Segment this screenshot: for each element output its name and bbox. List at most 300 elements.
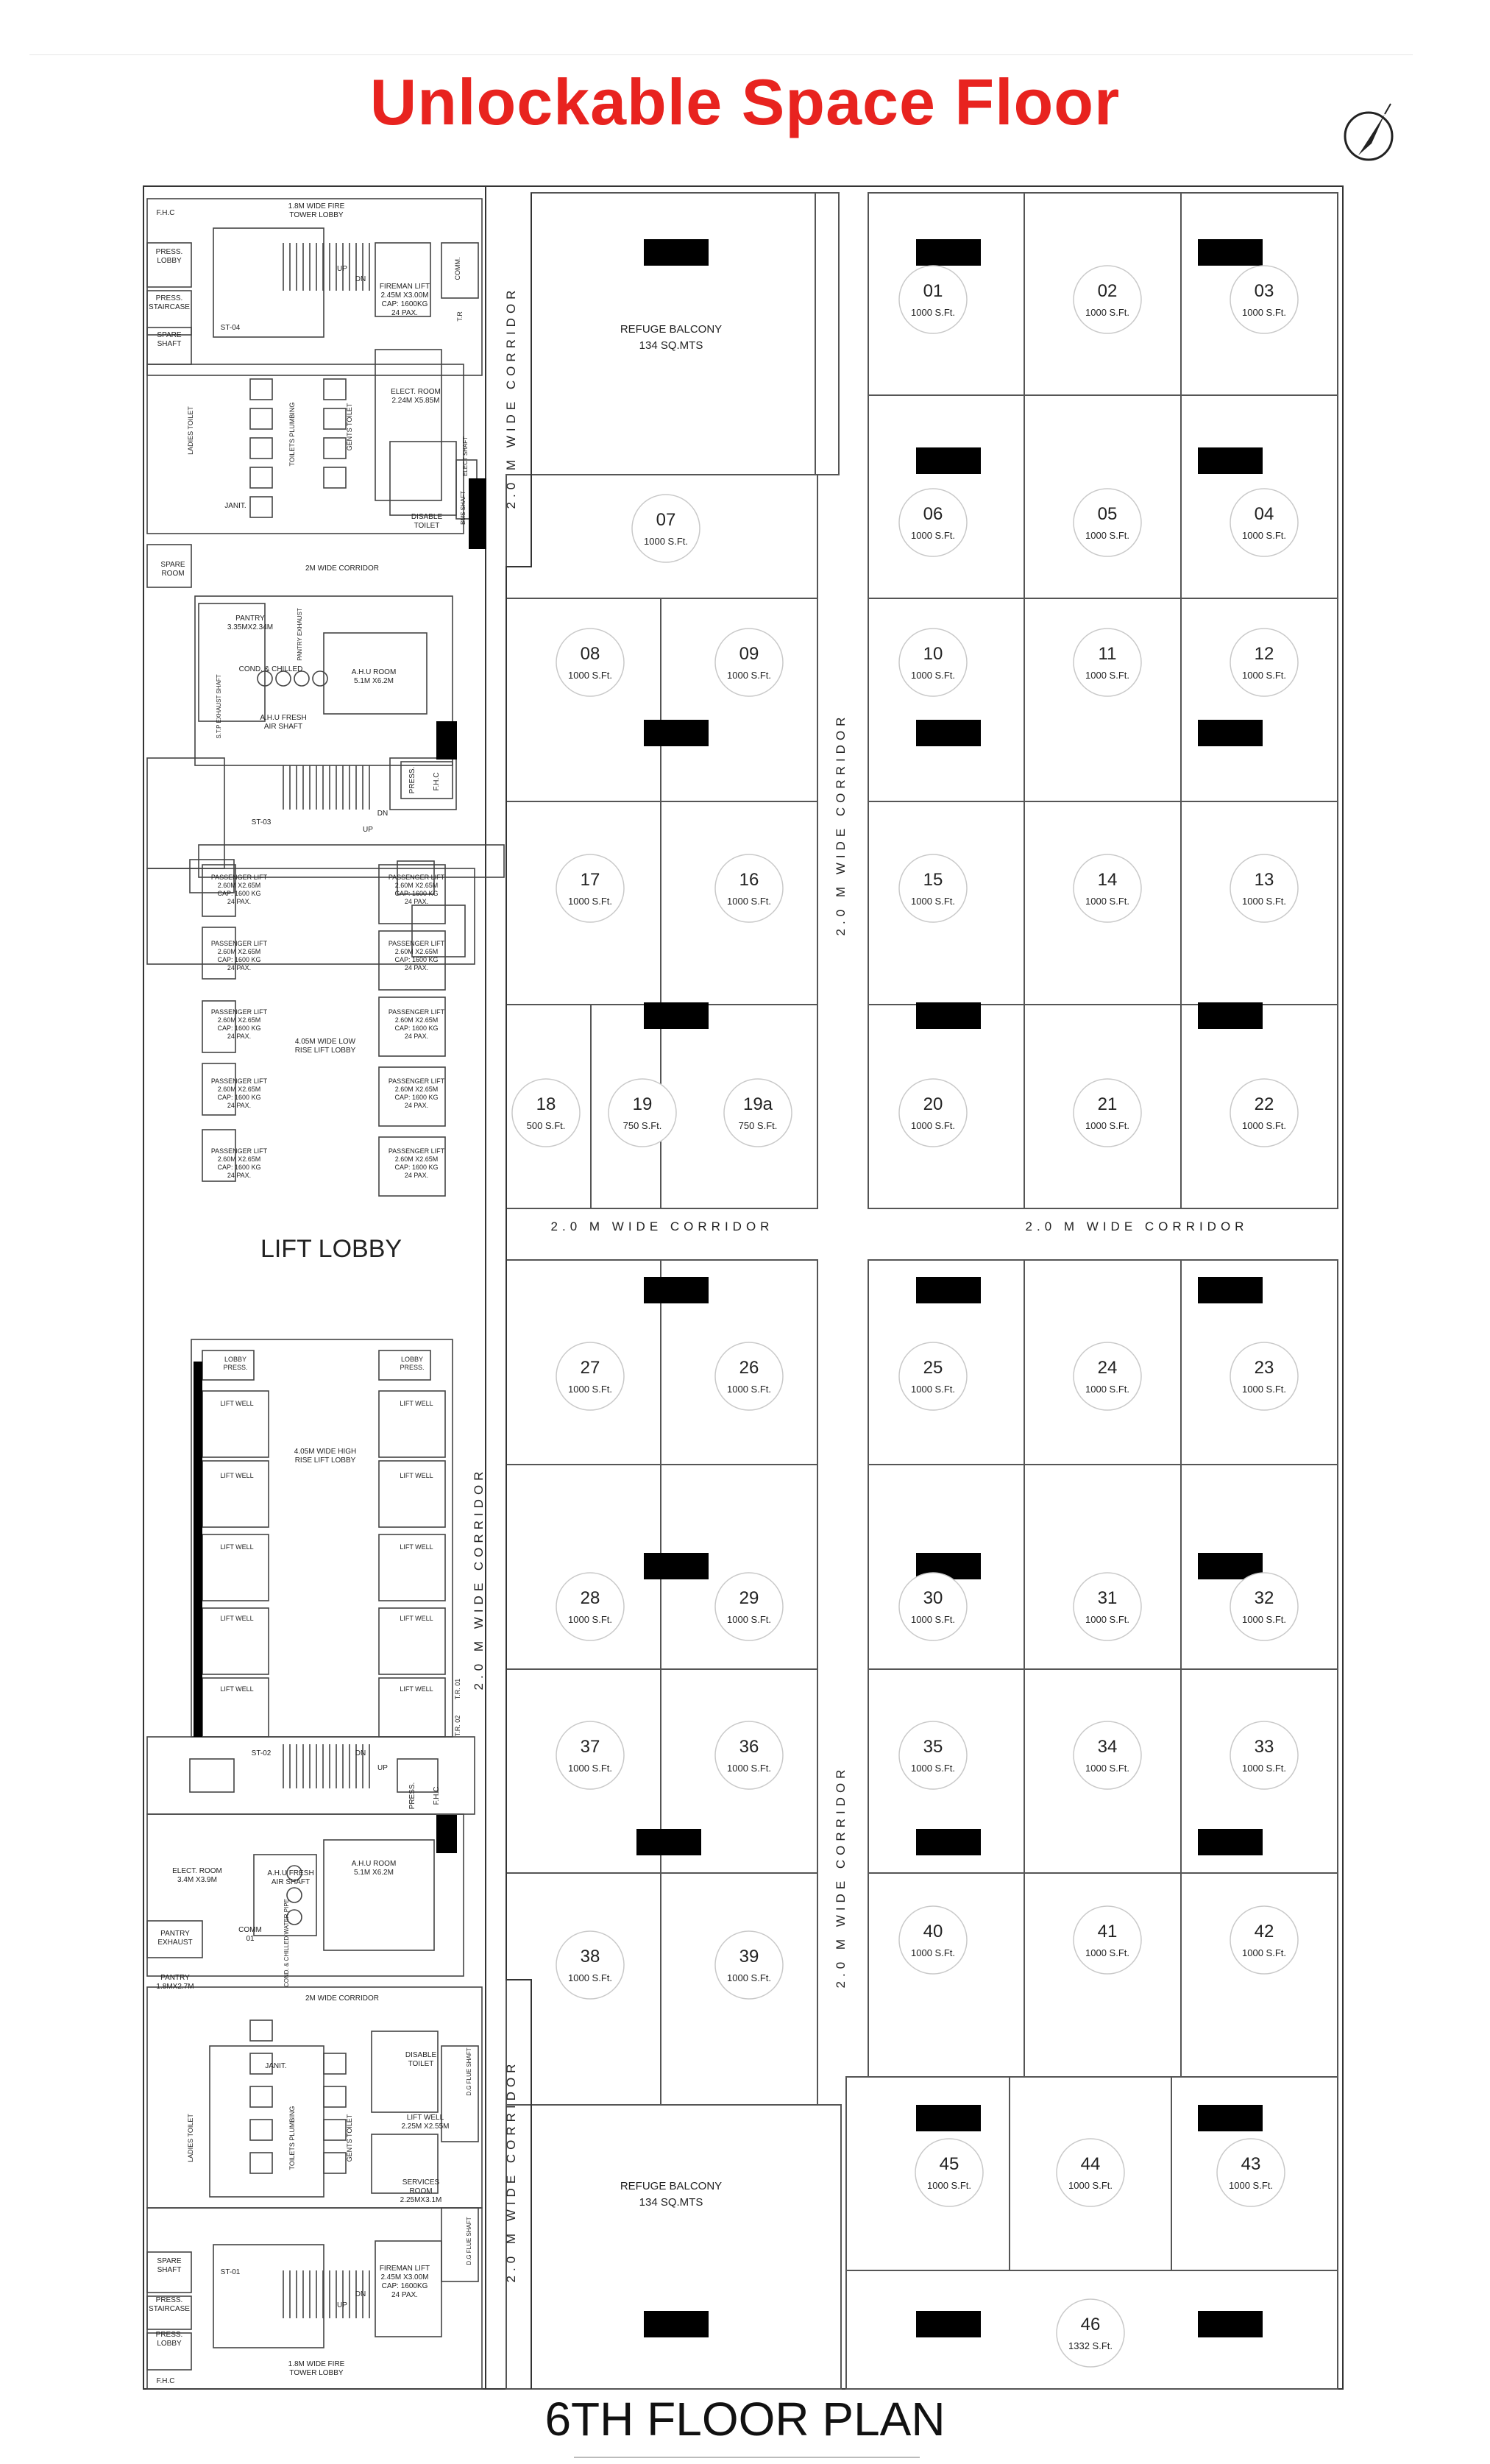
elect-room-label: 2.24M X5.85M bbox=[391, 397, 440, 405]
passenger-lift-label: PASSENGER LIFT bbox=[210, 1147, 268, 1155]
lift-well-label: LIFT WELL bbox=[400, 1685, 433, 1693]
page-title: Unlockable Space Floor bbox=[369, 66, 1121, 138]
lift-well-label: LIFT WELL bbox=[400, 1543, 433, 1551]
fireman-lift-label: FIREMAN LIFT bbox=[379, 2265, 430, 2273]
refuge-balcony-bottom bbox=[506, 2105, 841, 2389]
unit-40[interactable] bbox=[899, 1906, 967, 1974]
lift-well-label: LIFT WELL bbox=[400, 1615, 433, 1622]
press-staircase-label: STAIRCASE bbox=[149, 2305, 190, 2313]
ladies-toilet-label: LADIES TOILET bbox=[187, 406, 194, 455]
pantry-label: 1.8MX2.7M bbox=[156, 1983, 194, 1991]
unit-number: 12 bbox=[1254, 644, 1274, 664]
unit-area: 1000 S.Ft. bbox=[911, 896, 955, 907]
passenger-lift-label: 2.60M X2.65M bbox=[394, 882, 439, 889]
stair-up-label: UP bbox=[337, 265, 347, 273]
passenger-lift-label: 2.60M X2.65M bbox=[217, 948, 261, 955]
refuge-balcony-area: 134 SQ.MTS bbox=[639, 2196, 703, 2209]
gents-toilet-label: GENTS TOILET bbox=[346, 2114, 353, 2162]
toilet-fixture bbox=[324, 2053, 346, 2074]
unit-number: 09 bbox=[739, 644, 759, 664]
press-lobby-label: PRESS. bbox=[155, 2331, 183, 2339]
unit-area: 1332 S.Ft. bbox=[1068, 2340, 1113, 2351]
unit-24[interactable] bbox=[1074, 1342, 1141, 1410]
unit-number: 13 bbox=[1254, 870, 1274, 890]
refuge-balcony-area: 134 SQ.MTS bbox=[639, 339, 703, 352]
press-staircase-label: STAIRCASE bbox=[149, 303, 190, 311]
passenger-lift-label: PASSENGER LIFT bbox=[210, 874, 268, 881]
unit-37[interactable] bbox=[556, 1721, 624, 1789]
corridor-vertical-label: 2.0 M WIDE CORRIDOR bbox=[834, 1765, 848, 1989]
structural-column bbox=[1198, 447, 1263, 474]
unit-number: 20 bbox=[923, 1094, 943, 1114]
lobby-press-label: PRESS. bbox=[400, 1364, 425, 1371]
passenger-lift-label: CAP: 1600 KG bbox=[394, 956, 439, 963]
high-rise-lobby-label: RISE LIFT LOBBY bbox=[294, 1456, 356, 1465]
unit-07[interactable] bbox=[632, 495, 700, 562]
passenger-lift-label: PASSENGER LIFT bbox=[210, 940, 268, 947]
fire-tower-label: 1.8M WIDE FIRE bbox=[288, 202, 345, 210]
unit-32[interactable] bbox=[1230, 1573, 1298, 1640]
passenger-lift-label: 2.60M X2.65M bbox=[217, 1155, 261, 1163]
unit-12[interactable] bbox=[1230, 629, 1298, 696]
unit-number: 01 bbox=[923, 281, 943, 301]
unit-22[interactable] bbox=[1230, 1079, 1298, 1147]
unit-38[interactable] bbox=[556, 1931, 624, 1999]
unit-number: 15 bbox=[923, 870, 943, 890]
spare-room-label: ROOM bbox=[161, 570, 185, 578]
structural-column bbox=[469, 478, 486, 549]
unit-area: 1000 S.Ft. bbox=[568, 896, 612, 907]
unit-43[interactable] bbox=[1217, 2139, 1285, 2206]
structural-column bbox=[436, 1815, 457, 1853]
unit-number: 19a bbox=[742, 1094, 773, 1114]
unit-area: 1000 S.Ft. bbox=[911, 1384, 955, 1395]
unit-19[interactable] bbox=[609, 1079, 676, 1147]
toilet-fixture bbox=[324, 408, 346, 429]
subtitle-underline bbox=[574, 2457, 920, 2458]
unit-area: 500 S.Ft. bbox=[526, 1120, 566, 1131]
unit-area: 1000 S.Ft. bbox=[1085, 1614, 1129, 1625]
structural-column bbox=[1198, 720, 1263, 746]
unit-05[interactable] bbox=[1074, 489, 1141, 556]
pantry-label: PANTRY bbox=[160, 1974, 190, 1982]
corridor-vertical-label: 2.0 M WIDE CORRIDOR bbox=[834, 712, 848, 936]
unit-16[interactable] bbox=[715, 854, 783, 922]
unit-39[interactable] bbox=[715, 1931, 783, 1999]
unit-03[interactable] bbox=[1230, 266, 1298, 333]
fan-unit bbox=[313, 671, 327, 686]
services-room-label: 2.25MX3.1M bbox=[400, 2196, 442, 2204]
unit-10[interactable] bbox=[899, 629, 967, 696]
unit-area: 1000 S.Ft. bbox=[568, 1384, 612, 1395]
janitor-label: JANIT. bbox=[224, 502, 246, 510]
unit-area: 1000 S.Ft. bbox=[1085, 307, 1129, 318]
passenger-lift-label: PASSENGER LIFT bbox=[388, 940, 445, 947]
passenger-lift-label: PASSENGER LIFT bbox=[388, 1147, 445, 1155]
corridor-label: 2M WIDE CORRIDOR bbox=[305, 564, 379, 573]
unit-33[interactable] bbox=[1230, 1721, 1298, 1789]
unit-04[interactable] bbox=[1230, 489, 1298, 556]
lift-well-label: LIFT WELL bbox=[220, 1615, 254, 1622]
fireman-lift-label: FIREMAN LIFT bbox=[379, 283, 430, 291]
core-room bbox=[372, 2031, 438, 2112]
ahu-fresh-air-label: A.H.U FRESH bbox=[267, 1869, 314, 1877]
ahu-room-label: A.H.U ROOM bbox=[351, 1860, 397, 1868]
fireman-lift-label: 2.45M X3.00M bbox=[380, 2273, 429, 2281]
unit-area: 1000 S.Ft. bbox=[911, 1947, 955, 1958]
core-room bbox=[390, 442, 456, 515]
toilet-fixture bbox=[250, 2086, 272, 2107]
unit-number: 25 bbox=[923, 1358, 943, 1378]
tr-label: T.R. 01 bbox=[454, 1678, 461, 1700]
fhc-label: F.H.C bbox=[156, 209, 175, 217]
unit-29[interactable] bbox=[715, 1573, 783, 1640]
unit-number: 17 bbox=[580, 870, 600, 890]
passenger-lift-label: PASSENGER LIFT bbox=[388, 1008, 445, 1016]
unit-number: 35 bbox=[923, 1737, 943, 1757]
unit-02[interactable] bbox=[1074, 266, 1141, 333]
unit-42[interactable] bbox=[1230, 1906, 1298, 1974]
unit-31[interactable] bbox=[1074, 1573, 1141, 1640]
core-boundary-wall bbox=[506, 193, 531, 2389]
passenger-lift-label: CAP: 1600 KG bbox=[217, 890, 261, 897]
unit-area: 1000 S.Ft. bbox=[1242, 1763, 1286, 1774]
unit-20[interactable] bbox=[899, 1079, 967, 1147]
low-rise-lobby-label: 4.05M WIDE LOW bbox=[294, 1038, 356, 1046]
toilet-fixture bbox=[250, 438, 272, 459]
unit-number: 39 bbox=[739, 1947, 759, 1966]
toilet-fixture bbox=[250, 2153, 272, 2173]
unit-area: 750 S.Ft. bbox=[738, 1120, 778, 1131]
fireman-lift-label: 2.45M X3.00M bbox=[380, 291, 429, 300]
unit-area: 1000 S.Ft. bbox=[1242, 1614, 1286, 1625]
unit-number: 02 bbox=[1097, 281, 1118, 301]
fhc-label: F.H.C bbox=[433, 1786, 441, 1805]
unit-number: 28 bbox=[580, 1588, 600, 1608]
unit-area: 1000 S.Ft. bbox=[911, 670, 955, 681]
lift-well-label: LIFT WELL bbox=[400, 1400, 433, 1407]
unit-area: 1000 S.Ft. bbox=[568, 1972, 612, 1983]
tr-label: T.R bbox=[456, 311, 464, 322]
toilets-plumbing-label: TOILETS PLUMBING bbox=[288, 402, 296, 467]
unit-41[interactable] bbox=[1074, 1906, 1141, 1974]
toilet-fixture bbox=[250, 497, 272, 517]
passenger-lift-label: 24 PAX. bbox=[404, 898, 429, 905]
structural-column bbox=[636, 1829, 701, 1855]
fire-tower-label: TOWER LOBBY bbox=[289, 211, 344, 219]
unit-area: 1000 S.Ft. bbox=[1085, 1120, 1129, 1131]
structural-column bbox=[916, 1002, 981, 1029]
lift-lobby-label: LIFT LOBBY bbox=[260, 1235, 402, 1263]
office-area bbox=[194, 193, 1338, 2389]
unit-17[interactable] bbox=[556, 854, 624, 922]
toilet-fixture bbox=[324, 2120, 346, 2140]
unit-area: 1000 S.Ft. bbox=[1229, 2180, 1273, 2191]
passenger-lift-label: 2.60M X2.65M bbox=[394, 1016, 439, 1024]
stair-down-label: DN bbox=[355, 2290, 366, 2298]
unit-26[interactable] bbox=[715, 1342, 783, 1410]
structural-column bbox=[916, 2105, 981, 2131]
core-labels bbox=[149, 202, 472, 2385]
toilet-fixture bbox=[324, 438, 346, 459]
unit-area: 750 S.Ft. bbox=[622, 1120, 662, 1131]
stair-id-label: ST-03 bbox=[251, 818, 272, 826]
stair-up-label: UP bbox=[337, 2301, 347, 2309]
ahu-fresh-air-label: AIR SHAFT bbox=[263, 723, 303, 731]
unit-19a[interactable] bbox=[724, 1079, 792, 1147]
unit-25[interactable] bbox=[899, 1342, 967, 1410]
fireman-lift-label: 24 PAX. bbox=[391, 309, 418, 317]
unit-number: 21 bbox=[1097, 1094, 1118, 1114]
unit-number: 30 bbox=[923, 1588, 943, 1608]
core-room bbox=[397, 1759, 438, 1792]
unit-area: 1000 S.Ft. bbox=[727, 670, 771, 681]
stair-id-label: ST-04 bbox=[220, 324, 241, 332]
structural-column bbox=[644, 2311, 709, 2337]
unit-number: 23 bbox=[1254, 1358, 1274, 1378]
unit-21[interactable] bbox=[1074, 1079, 1141, 1147]
press-label: PRESS. bbox=[408, 1782, 416, 1810]
core-room bbox=[213, 228, 324, 337]
unit-44[interactable] bbox=[1057, 2139, 1124, 2206]
unit-45[interactable] bbox=[915, 2139, 983, 2206]
structural-column bbox=[916, 2311, 981, 2337]
corridor-vertical-label: 2.0 M WIDE CORRIDOR bbox=[504, 2059, 518, 2283]
toilet-fixture bbox=[250, 408, 272, 429]
toilet-fixture bbox=[250, 2020, 272, 2041]
toilet-fixture bbox=[324, 467, 346, 488]
low-rise-lobby-label: RISE LIFT LOBBY bbox=[294, 1047, 356, 1055]
core-room bbox=[147, 1737, 475, 1814]
unit-area: 1000 S.Ft. bbox=[1085, 670, 1129, 681]
fireman-lift-label: 24 PAX. bbox=[391, 2291, 418, 2299]
lift-well-label: LIFT WELL bbox=[400, 1472, 433, 1479]
passenger-lift-label: PASSENGER LIFT bbox=[210, 1008, 268, 1016]
press-lobby-label: LOBBY bbox=[157, 2340, 182, 2348]
passenger-lift-label: 2.60M X2.65M bbox=[394, 1086, 439, 1093]
unit-number: 38 bbox=[580, 1947, 600, 1966]
passenger-lift-label: 24 PAX. bbox=[404, 1172, 429, 1179]
unit-number: 18 bbox=[536, 1094, 556, 1114]
service-core bbox=[147, 199, 504, 2389]
unit-area: 1000 S.Ft. bbox=[911, 307, 955, 318]
refuge-balcony-label: REFUGE BALCONY bbox=[620, 2180, 723, 2192]
unit-area: 1000 S.Ft. bbox=[568, 1763, 612, 1774]
unit-area: 1000 S.Ft. bbox=[568, 670, 612, 681]
unit-area: 1000 S.Ft. bbox=[1085, 530, 1129, 541]
stair-down-label: DN bbox=[355, 275, 366, 283]
toilets-plumbing-label: TOILETS PLUMBING bbox=[288, 2106, 296, 2170]
unit-number: 40 bbox=[923, 1922, 943, 1941]
comm-label: 01 bbox=[246, 1935, 255, 1943]
passenger-lift-label: CAP: 1600 KG bbox=[394, 1164, 439, 1171]
north-arrow-icon bbox=[1345, 104, 1392, 160]
unit-30[interactable] bbox=[899, 1573, 967, 1640]
unit-46[interactable] bbox=[1057, 2299, 1124, 2367]
stair-down-label: DN bbox=[355, 1749, 366, 1757]
unit-area: 1000 S.Ft. bbox=[1242, 1384, 1286, 1395]
ahu-fresh-air-label: A.H.U FRESH bbox=[260, 714, 307, 722]
toilet-fixture bbox=[250, 467, 272, 488]
press-label: PRESS. bbox=[408, 766, 416, 794]
unit-number: 07 bbox=[656, 510, 676, 530]
corridor-vertical-label: 2.0 M WIDE CORRIDOR bbox=[504, 286, 518, 509]
disable-toilet-label: DISABLE bbox=[405, 2051, 437, 2059]
unit-13[interactable] bbox=[1230, 854, 1298, 922]
unit-number: 11 bbox=[1098, 644, 1117, 664]
core-room bbox=[147, 1814, 464, 1976]
comm-label: COMM bbox=[238, 1926, 262, 1934]
unit-34[interactable] bbox=[1074, 1721, 1141, 1789]
passenger-lift-label: CAP: 1600 KG bbox=[394, 1024, 439, 1032]
core-room bbox=[375, 350, 441, 500]
unit-area: 1000 S.Ft. bbox=[1242, 530, 1286, 541]
core-room bbox=[213, 2245, 324, 2348]
pantry-exhaust-label: PANTRY bbox=[160, 1930, 190, 1938]
fhc-label: F.H.C bbox=[433, 772, 441, 791]
cond-water-pipe-label: COND. & CHILLED WATER PIPE bbox=[283, 1898, 290, 1988]
ahu-room-label: A.H.U ROOM bbox=[351, 668, 397, 676]
gents-toilet-label: GENTS TOILET bbox=[346, 403, 353, 451]
unit-number: 22 bbox=[1254, 1094, 1274, 1114]
ahu-room-label: 5.1M X6.2M bbox=[354, 677, 394, 685]
press-lobby-label: PRESS. bbox=[155, 248, 183, 256]
fireman-lift-label: CAP: 1600KG bbox=[381, 300, 428, 308]
unit-area: 1000 S.Ft. bbox=[727, 1972, 771, 1983]
unit-area: 1000 S.Ft. bbox=[727, 1614, 771, 1625]
passenger-lift-label: 2.60M X2.65M bbox=[217, 882, 261, 889]
unit-18[interactable] bbox=[512, 1079, 580, 1147]
unit-number: 46 bbox=[1080, 2315, 1101, 2334]
structural-column bbox=[1198, 239, 1263, 266]
pantry-exhaust-label: PANTRY EXHAUST bbox=[297, 608, 303, 661]
unit-08[interactable] bbox=[556, 629, 624, 696]
unit-area: 1000 S.Ft. bbox=[568, 1614, 612, 1625]
unit-area: 1000 S.Ft. bbox=[1085, 1384, 1129, 1395]
unit-area: 1000 S.Ft. bbox=[911, 530, 955, 541]
lobby-press-label: LOBBY bbox=[400, 1356, 424, 1363]
disable-toilet-label: TOILET bbox=[414, 522, 440, 530]
unit-number: 33 bbox=[1254, 1737, 1274, 1757]
structural-column bbox=[1198, 1829, 1263, 1855]
unit-06[interactable] bbox=[899, 489, 967, 556]
lift-well-label: 2.25M X2.55M bbox=[401, 2123, 450, 2131]
pantry-label: 3.35MX2.34M bbox=[227, 623, 274, 631]
stair-id-label: ST-01 bbox=[220, 2268, 241, 2276]
structural-column bbox=[1198, 1002, 1263, 1029]
unit-area: 1000 S.Ft. bbox=[727, 1384, 771, 1395]
unit-number: 45 bbox=[939, 2154, 959, 2174]
fan-unit bbox=[276, 671, 291, 686]
disable-toilet-label: TOILET bbox=[408, 2060, 434, 2068]
ahu-room-label: 5.1M X6.2M bbox=[354, 1869, 394, 1877]
unit-35[interactable] bbox=[899, 1721, 967, 1789]
spare-shaft-label: SPARE bbox=[157, 2257, 182, 2265]
lobby-press-label: LOBBY bbox=[224, 1356, 247, 1363]
refuge-balcony-label: REFUGE BALCONY bbox=[620, 323, 723, 336]
unit-27[interactable] bbox=[556, 1342, 624, 1410]
spare-shaft-label: SPARE bbox=[157, 331, 182, 339]
passenger-lift-label: 24 PAX. bbox=[227, 1033, 252, 1040]
structural-column bbox=[916, 1277, 981, 1303]
unit-36[interactable] bbox=[715, 1721, 783, 1789]
press-lobby-label: LOBBY bbox=[157, 257, 182, 265]
core-room bbox=[441, 2208, 478, 2281]
passenger-lift-label: 2.60M X2.65M bbox=[217, 1016, 261, 1024]
structural-column bbox=[1198, 1277, 1263, 1303]
passenger-lift-label: 24 PAX. bbox=[227, 1102, 252, 1109]
passenger-lift-label: 24 PAX. bbox=[227, 898, 252, 905]
unit-15[interactable] bbox=[899, 854, 967, 922]
unit-number: 37 bbox=[580, 1737, 600, 1757]
elect-shaft-label: ELECT SHAFT bbox=[462, 436, 469, 477]
fhc-label: F.H.C bbox=[156, 2377, 175, 2385]
unit-14[interactable] bbox=[1074, 854, 1141, 922]
office-block-a bbox=[868, 193, 1338, 1208]
bms-shaft-label: BMS SHAFT bbox=[460, 491, 466, 525]
unit-09[interactable] bbox=[715, 629, 783, 696]
structural-column bbox=[916, 447, 981, 474]
cond-chilled-label: COND. & CHILLED bbox=[238, 665, 303, 673]
core-room bbox=[202, 1461, 269, 1527]
passenger-lift-label: CAP: 1600 KG bbox=[394, 890, 439, 897]
unit-number: 34 bbox=[1097, 1737, 1118, 1757]
corridor-label: 2M WIDE CORRIDOR bbox=[305, 1994, 379, 2003]
unit-23[interactable] bbox=[1230, 1342, 1298, 1410]
units-layer bbox=[512, 266, 1298, 2367]
stair-down-label: DN bbox=[377, 810, 389, 818]
unit-number: 26 bbox=[739, 1358, 759, 1378]
structural-column bbox=[644, 720, 709, 746]
unit-number: 42 bbox=[1254, 1922, 1274, 1941]
unit-area: 1000 S.Ft. bbox=[1242, 896, 1286, 907]
unit-11[interactable] bbox=[1074, 629, 1141, 696]
passenger-lift-label: CAP: 1600 KG bbox=[217, 1164, 261, 1171]
lift-well-label: LIFT WELL bbox=[220, 1543, 254, 1551]
passenger-lift-label: 24 PAX. bbox=[404, 964, 429, 971]
structural-column bbox=[916, 720, 981, 746]
services-room-label: ROOM bbox=[409, 2187, 433, 2195]
unit-01[interactable] bbox=[899, 266, 967, 333]
corridor-vertical-label: 2.0 M WIDE CORRIDOR bbox=[472, 1467, 486, 1691]
unit-number: 32 bbox=[1254, 1588, 1274, 1608]
structural-column bbox=[1198, 2311, 1263, 2337]
fire-tower-label: TOWER LOBBY bbox=[289, 2369, 344, 2377]
core-room bbox=[147, 1987, 482, 2208]
unit-number: 27 bbox=[580, 1358, 600, 1378]
passenger-lift-label: PASSENGER LIFT bbox=[210, 1077, 268, 1085]
stair-id-label: ST-02 bbox=[251, 1749, 272, 1757]
toilet-fixture bbox=[324, 2086, 346, 2107]
press-staircase-label: PRESS. bbox=[155, 294, 183, 302]
spare-shaft-label: SHAFT bbox=[157, 340, 182, 348]
passenger-lift-label: CAP: 1600 KG bbox=[217, 1094, 261, 1101]
unit-28[interactable] bbox=[556, 1573, 624, 1640]
passenger-lift-label: PASSENGER LIFT bbox=[388, 1077, 445, 1085]
elect-room-label: 3.4M X3.9M bbox=[177, 1876, 217, 1884]
pantry-label: PANTRY bbox=[235, 615, 265, 623]
unit-number: 43 bbox=[1241, 2154, 1261, 2174]
unit-area: 1000 S.Ft. bbox=[927, 2180, 971, 2191]
passenger-lift-label: 2.60M X2.65M bbox=[394, 1155, 439, 1163]
passenger-lift-label: 2.60M X2.65M bbox=[217, 1086, 261, 1093]
lift-well-label: LIFT WELL bbox=[406, 2114, 444, 2122]
unit-number: 08 bbox=[580, 644, 600, 664]
core-room bbox=[147, 199, 482, 375]
unit-number: 05 bbox=[1097, 504, 1118, 524]
unit-area: 1000 S.Ft. bbox=[727, 896, 771, 907]
structural-column bbox=[436, 721, 457, 760]
